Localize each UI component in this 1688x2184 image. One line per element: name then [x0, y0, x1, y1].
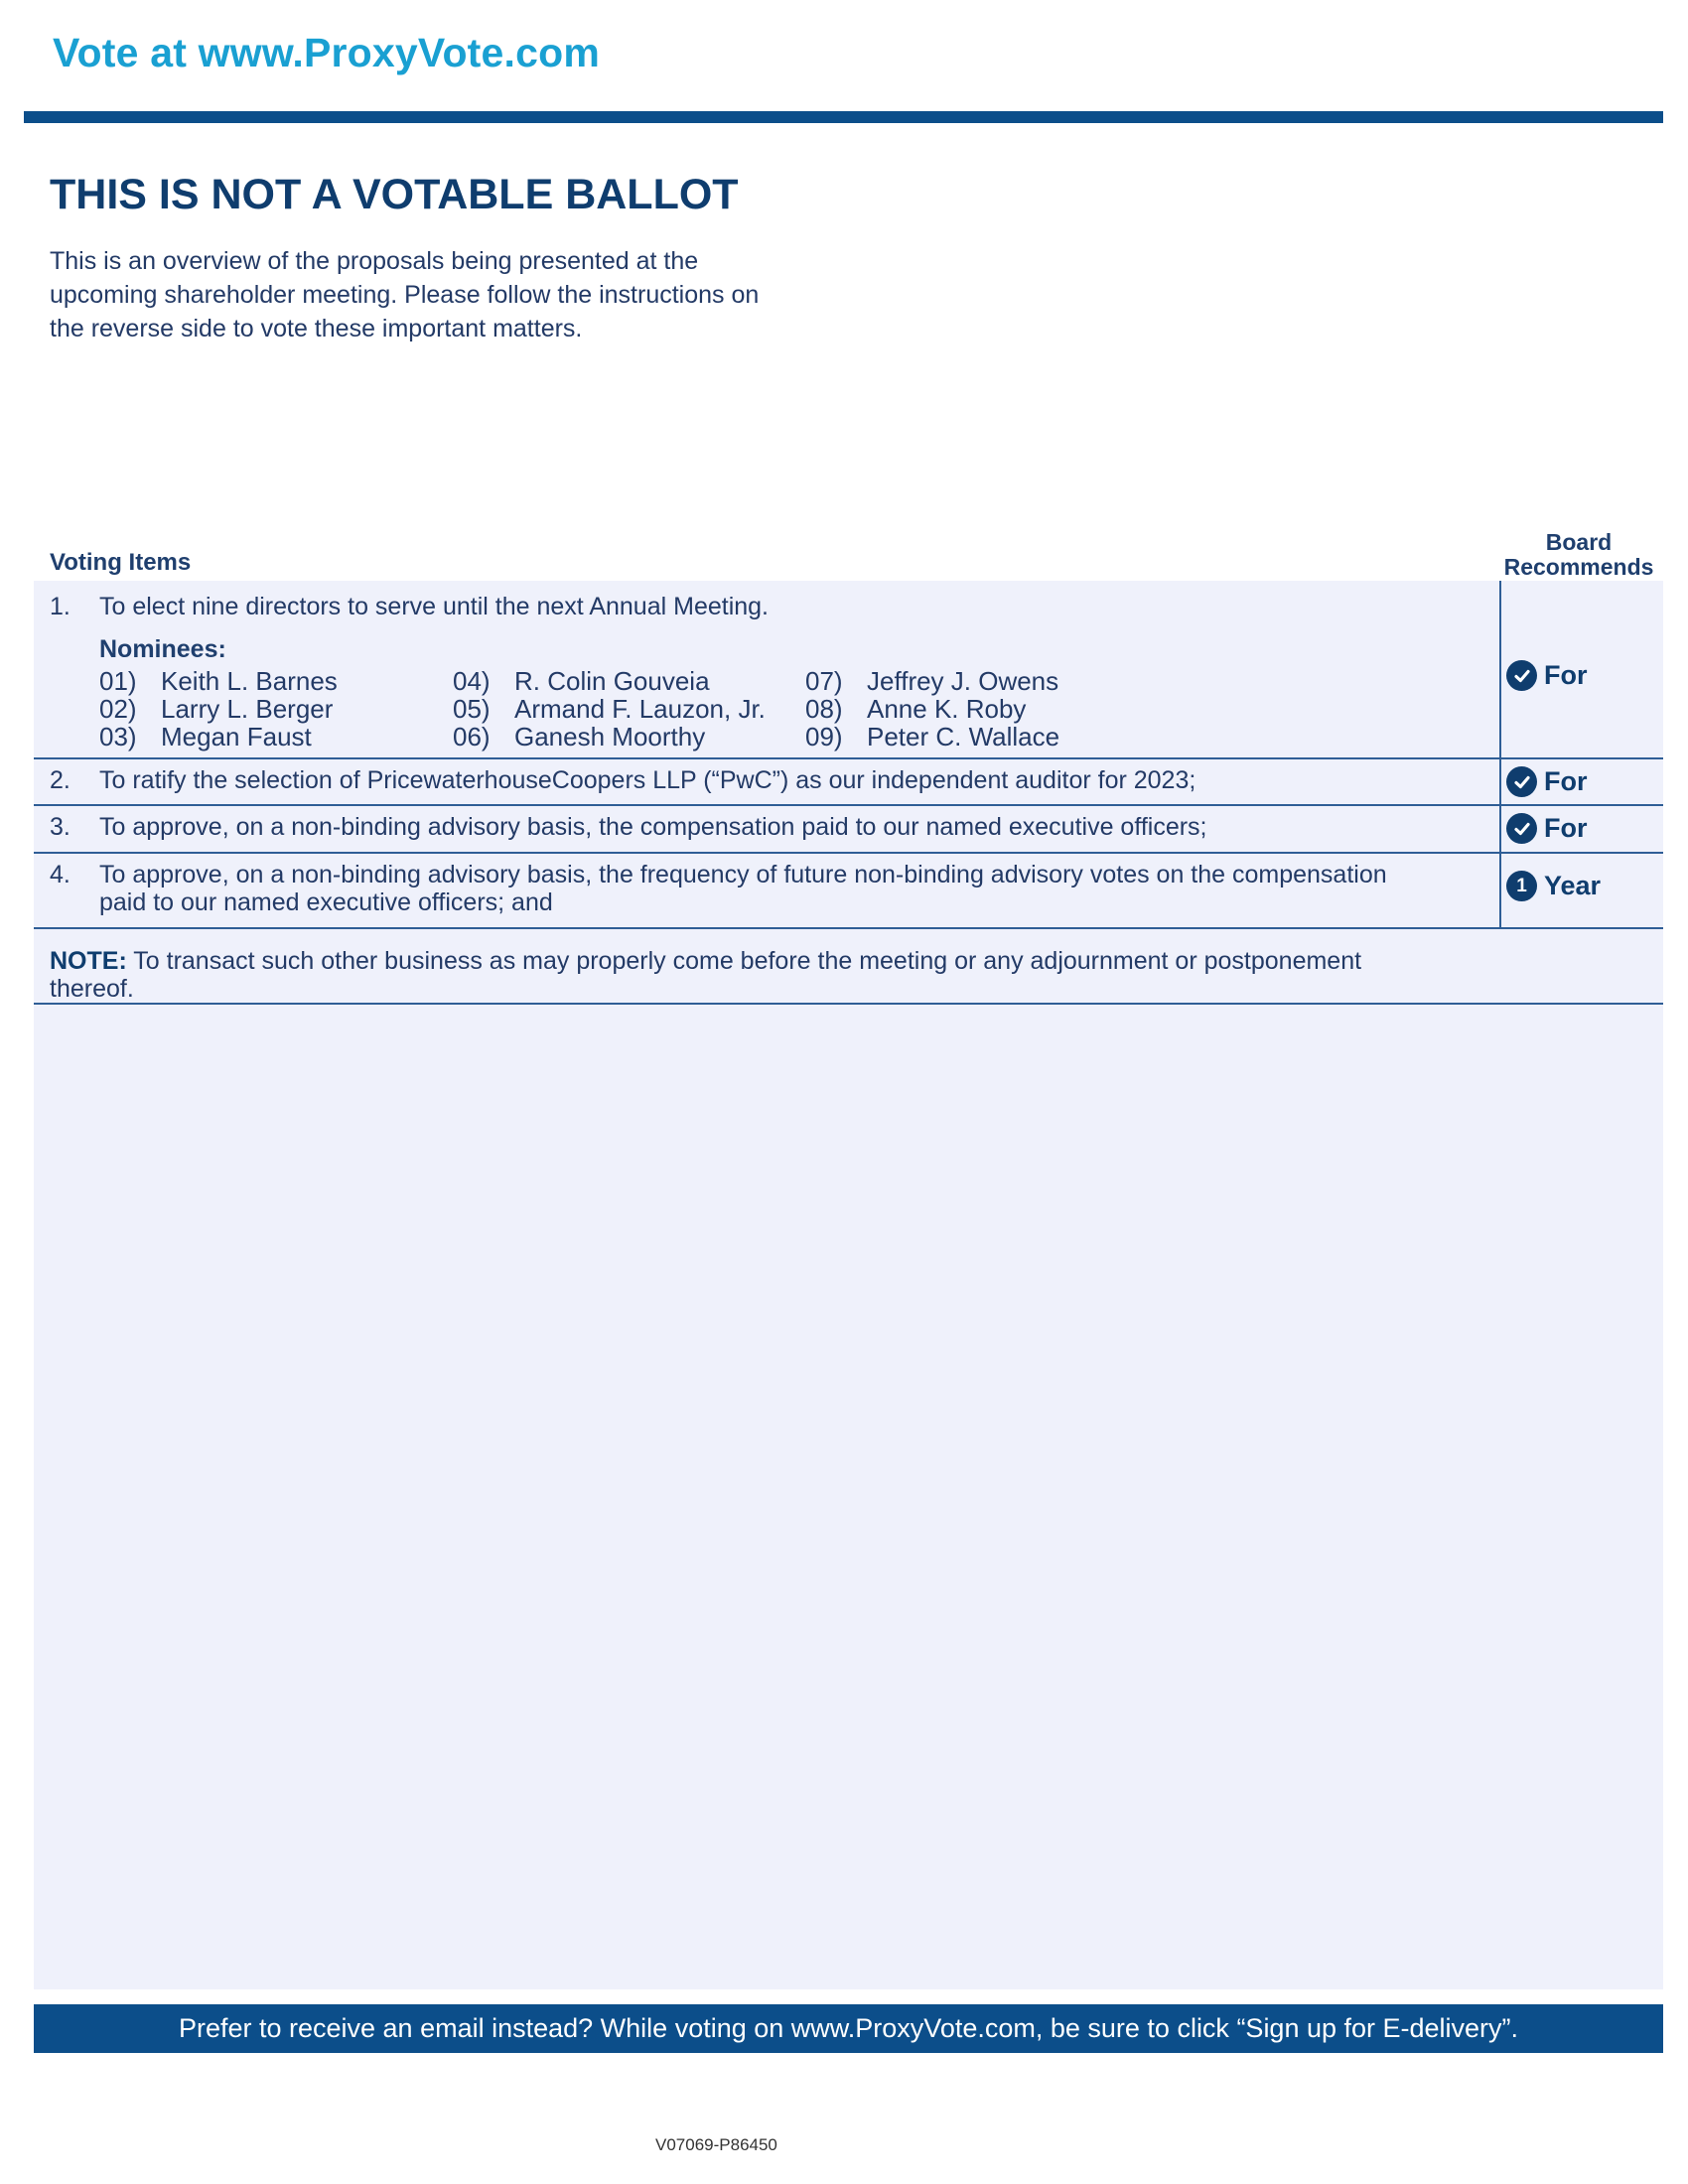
row-divider [34, 852, 1663, 854]
recommendation-column-divider [1499, 581, 1501, 928]
nominees-label: Nominees: [99, 635, 226, 663]
row-divider [34, 1003, 1663, 1005]
vote-url-heading: Vote at www.ProxyVote.com [53, 30, 601, 75]
board-recommends-line: Board [1545, 529, 1613, 555]
row-divider [34, 804, 1663, 806]
row-divider [34, 927, 1663, 929]
nominee-name: R. Colin Gouveia [514, 666, 710, 696]
recommendation-label: For [1544, 660, 1588, 690]
number-one-circle-icon [1506, 871, 1537, 901]
item-number: 1. [50, 593, 70, 620]
nominee-number: 06) [453, 722, 491, 751]
item-text-line: To elect nine directors to serve until the next Annual Meeting. [99, 593, 769, 620]
page-title: THIS IS NOT A VOTABLE BALLOT [50, 171, 739, 218]
intro-paragraph [50, 244, 844, 345]
nominee-number: 04) [453, 666, 491, 696]
note-line [50, 947, 1361, 975]
nominee-number: 01) [99, 666, 137, 696]
nominee [99, 666, 338, 697]
note-label: NOTE: [50, 947, 127, 975]
recommendation-label: For [1544, 766, 1588, 796]
nominee-name: Larry L. Berger [161, 694, 334, 724]
recommendation-for [1506, 766, 1588, 797]
voting-items-header: Voting Items [50, 549, 192, 576]
board-recommends-header [1497, 530, 1660, 580]
check-circle-icon [1506, 766, 1537, 797]
icon-digit: 1 [1516, 876, 1527, 896]
item-text [99, 813, 1207, 841]
note-line: thereof. [50, 975, 134, 1003]
item-text [99, 593, 769, 620]
row-divider [34, 757, 1663, 759]
recommendation-one-year [1506, 871, 1601, 901]
item-text-line: paid to our named executive officers; and [99, 888, 553, 916]
e-delivery-banner [34, 2004, 1663, 2053]
nominee [99, 722, 312, 752]
check-circle-icon [1506, 813, 1537, 844]
nominee-number: 08) [805, 694, 843, 724]
e-delivery-text: Prefer to receive an email instead? While voting on www.ProxyVote.com, be sure to click “Sign up for E-delivery”. [178, 2013, 1519, 2043]
nominee-name: Peter C. Wallace [867, 722, 1060, 751]
item-text-line: To ratify the selection of PricewaterhouseCoopers LLP (“PwC”) as our independent auditor for 2023; [99, 766, 1196, 794]
item-text-line: To approve, on a non-binding advisory basis, the frequency of future non-binding advisory votes on the compensation [99, 861, 1387, 888]
nominee-name: Megan Faust [161, 722, 312, 751]
item-number: 4. [50, 861, 70, 888]
recommendation-label: For [1544, 813, 1588, 843]
top-divider [24, 111, 1663, 123]
nominee-number: 05) [453, 694, 491, 724]
nominee [99, 694, 333, 725]
board-recommends-line: Recommends [1503, 554, 1654, 580]
note-text: To transact such other business as may properly come before the meeting or any adjournment or postponement [126, 947, 1362, 975]
item-text-line: To approve, on a non-binding advisory basis, the compensation paid to our named executive officers; [99, 813, 1207, 841]
nominee-name: Ganesh Moorthy [514, 722, 706, 751]
nominee-name: Anne K. Roby [867, 694, 1027, 724]
nominee-number: 07) [805, 666, 843, 696]
nominee-number: 03) [99, 722, 137, 751]
nominee [453, 694, 766, 725]
nominee-name: Armand F. Lauzon, Jr. [514, 694, 766, 724]
check-circle-icon [1506, 660, 1537, 691]
recommendation-for [1506, 660, 1588, 691]
intro-line: the reverse side to vote these important matters. [50, 315, 583, 342]
intro-line: This is an overview of the proposals being presented at the [50, 247, 699, 275]
document-code: V07069-P86450 [655, 2135, 777, 2154]
recommendation-for [1506, 813, 1588, 844]
nominee [805, 694, 1026, 725]
nominee [453, 722, 705, 752]
nominee-name: Keith L. Barnes [161, 666, 338, 696]
nominee [453, 666, 710, 697]
item-text [99, 861, 1387, 916]
intro-line: upcoming shareholder meeting. Please follow the instructions on [50, 281, 760, 309]
item-text [99, 766, 1196, 794]
nominee-number: 02) [99, 694, 137, 724]
nominee [805, 666, 1058, 697]
nominee-number: 09) [805, 722, 843, 751]
item-number: 3. [50, 813, 70, 841]
nominee-name: Jeffrey J. Owens [867, 666, 1059, 696]
nominee [805, 722, 1059, 752]
recommendation-label: Year [1544, 871, 1602, 900]
item-number: 2. [50, 766, 70, 794]
note [50, 947, 1361, 1003]
